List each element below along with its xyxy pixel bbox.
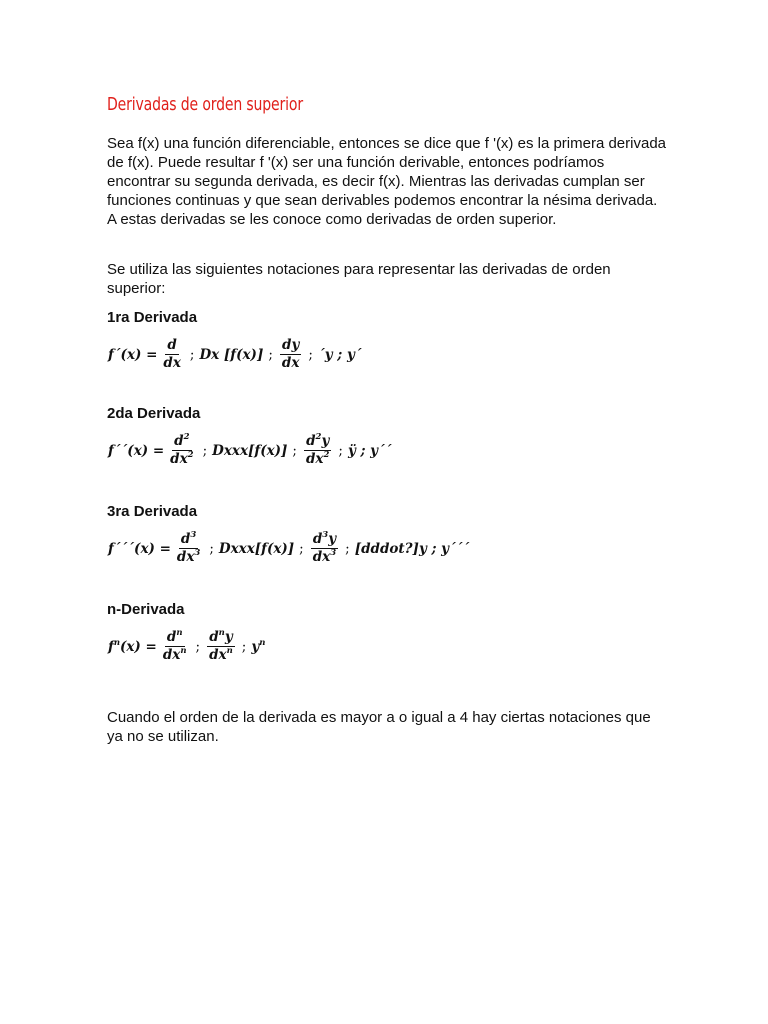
fraction-numerator: $d^ny$	[209, 628, 233, 645]
separator: ;	[202, 442, 208, 459]
separator: ;	[299, 540, 304, 557]
dot-prime-notation: ÿ ; y´´	[347, 442, 392, 459]
fraction-d2y-dx2	[304, 434, 331, 467]
closing-paragraph: Cuando el orden de la derivada es mayor a o igual a 4 hay ciertas notaciones que ya no se utilizan.	[107, 709, 651, 745]
notation-paragraph: Se utiliza las siguientes notaciones para representar las derivadas de orden superior:	[107, 261, 611, 297]
fraction-numerator: dy	[282, 337, 300, 353]
fraction-dy-dx	[280, 338, 302, 371]
fraction-numerator: $d^3y$	[312, 530, 337, 547]
formula-lhs: $f^n(x)$ =	[108, 637, 157, 655]
section-heading-third-derivative: 3ra Derivada	[107, 503, 198, 520]
fraction-numerator: $d^2$	[174, 432, 190, 449]
prime-notation: ´y ; y´	[317, 346, 362, 363]
fraction-d-dx	[161, 338, 183, 371]
separator: ;	[195, 638, 201, 655]
fraction-dny-dxn	[207, 630, 235, 663]
fraction-denominator: dx	[281, 355, 300, 371]
formula-first-derivative	[107, 338, 363, 371]
power-notation: $y^n$	[251, 637, 266, 655]
fraction-numerator: $d^3$	[180, 530, 197, 547]
page-title: Derivadas de orden superior	[107, 94, 303, 115]
fraction-denominator: $dx^3$	[176, 548, 201, 565]
fraction-denominator: $dx^2$	[305, 450, 330, 467]
fraction-numerator: $d^2y$	[306, 432, 330, 449]
fraction-d2-dx2	[168, 434, 195, 467]
fraction-d3y-dx3	[311, 532, 338, 565]
formula-second-derivative	[107, 434, 393, 467]
separator: ;	[338, 442, 343, 459]
operator-notation: Dx [f(x)]	[199, 346, 264, 363]
fraction-denominator: $dx^2$	[170, 450, 194, 467]
operator-notation: Dxxx[f(x)]	[218, 540, 295, 557]
section-heading-nth-derivative: n-Derivada	[107, 601, 185, 618]
section-heading-second-derivative: 2da Derivada	[107, 405, 201, 422]
section-heading-first-derivative: 1ra Derivada	[107, 309, 198, 326]
separator: ;	[308, 346, 313, 363]
formula-third-derivative	[107, 532, 470, 565]
formula-lhs: f´´´(x) =	[108, 540, 171, 557]
formula-nth-derivative	[107, 630, 266, 663]
fraction-denominator: $dx^n$	[162, 646, 187, 663]
fraction-numerator: d	[167, 337, 177, 353]
fraction-denominator: dx	[163, 355, 181, 371]
separator: ;	[189, 346, 195, 363]
separator: ;	[345, 540, 350, 557]
fraction-denominator: $dx^n$	[209, 646, 233, 663]
intro-paragraph: Sea f(x) una función diferenciable, entonces se dice que f '(x) es la primera derivada de f(x). Puede resultar f '(x) ser una función derivable, entonces podríamos encontrar su segunda derivada, es decir f(x). Mientras las derivadas cumplan ser funciones continuas y que sean derivables podemos encontrar la nésima derivada. A estas derivadas se les conoce como derivadas de orden superior.	[107, 135, 666, 228]
separator: ;	[209, 540, 214, 557]
operator-notation: Dxxx[f(x)]	[212, 442, 288, 459]
fraction-numerator: $d^n$	[166, 628, 183, 645]
separator: ;	[268, 346, 273, 363]
fraction-dn-dxn	[161, 630, 189, 663]
formula-lhs: f´´(x) =	[108, 442, 165, 459]
fraction-d3-dx3	[175, 532, 202, 565]
formula-lhs: f´(x) =	[108, 346, 158, 363]
separator: ;	[241, 638, 247, 655]
fraction-denominator: $dx^3$	[312, 548, 337, 565]
separator: ;	[292, 442, 297, 459]
dot-prime-notation: [dddot?]y ; y´´´	[354, 540, 470, 557]
